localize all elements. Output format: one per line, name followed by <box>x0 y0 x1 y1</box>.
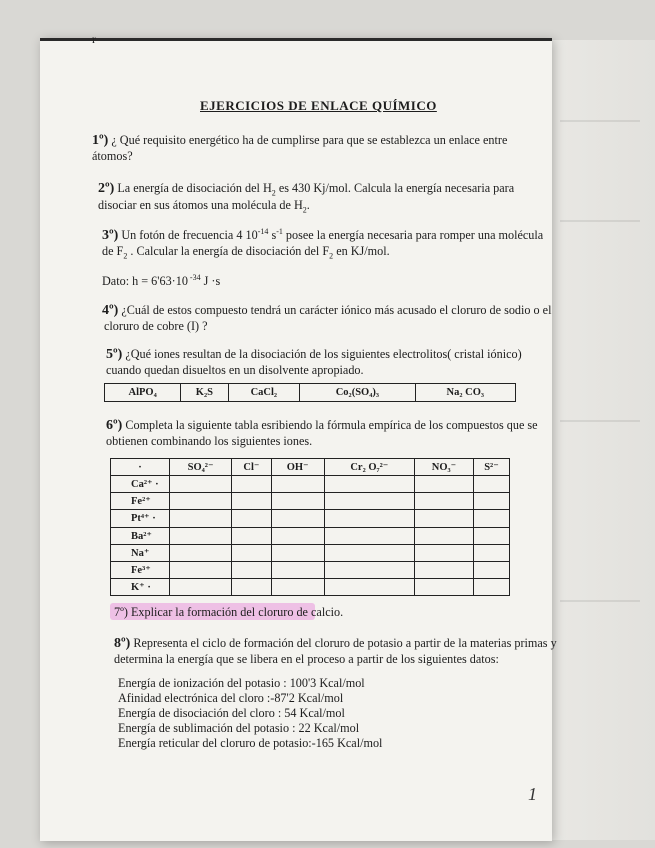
page-number: 1 <box>528 784 537 804</box>
answer-cell[interactable] <box>170 561 232 578</box>
question-8-line2: determina la energía que se libera en el proceso a partir de los siguientes datos: <box>114 652 499 666</box>
electrolyte-cell: AlPO₄ <box>105 384 181 402</box>
anion-header: NO₃⁻ <box>415 459 474 476</box>
answer-cell[interactable] <box>232 476 271 493</box>
table-row <box>111 510 510 527</box>
question-number: 4º) <box>102 303 119 318</box>
anion-header: Cr₂ O₇²⁻ <box>324 459 414 476</box>
answer-cell[interactable] <box>170 476 232 493</box>
table-row <box>111 561 510 578</box>
cation-header: Ca²⁺ · <box>111 476 170 493</box>
question-number: 6º) <box>106 418 123 433</box>
answer-cell[interactable] <box>170 527 232 544</box>
data-item: Energía reticular del cloruro de potasio:-165 Kcal/mol <box>118 736 383 750</box>
answer-cell[interactable] <box>473 493 509 510</box>
table-row <box>111 493 510 510</box>
question-number: 8º) <box>114 636 131 651</box>
data-item: Energía de disociación del cloro : 54 Kcal/mol <box>118 706 345 720</box>
question-5-line2: cuando quedan disueltos en un disolvente apropiado. <box>106 363 364 377</box>
question-number: 1º) <box>92 133 109 148</box>
data-constant: Dato: h = 6'63·10 $^{-34}$ J ·s <box>102 272 221 288</box>
answer-cell[interactable] <box>271 578 324 595</box>
table-row <box>111 476 510 493</box>
answer-cell[interactable] <box>473 578 509 595</box>
answer-cell[interactable] <box>170 544 232 561</box>
answer-cell[interactable] <box>232 561 271 578</box>
answer-cell[interactable] <box>473 476 509 493</box>
cation-header: K⁺ · <box>111 578 170 595</box>
question-text: ¿ Qué requisito energético ha de cumplirse para que se establezca un enlace entre <box>111 133 508 147</box>
table-row <box>111 527 510 544</box>
question-4: 4º) ¿Cuál de estos compuesto tendrá un carácter iónico más acusado el cloruro de sodio o el <box>102 303 552 318</box>
anion-header: OH⁻ <box>271 459 324 476</box>
cation-header: Na⁺ <box>111 544 170 561</box>
anion-header: Cl⁻ <box>232 459 271 476</box>
question-5: 5º) ¿Qué iones resultan de la disociación de los siguientes electrolitos( cristal iónico) <box>106 347 522 362</box>
answer-cell[interactable] <box>324 510 414 527</box>
question-7: 7º) Explicar la formación del cloruro de calcio. <box>114 605 344 619</box>
question-number: 3º) <box>102 228 119 243</box>
data-item: Afinidad electrónica del cloro :-87'2 Kcal/mol <box>118 691 344 705</box>
answer-cell[interactable] <box>415 493 474 510</box>
answer-cell[interactable] <box>415 544 474 561</box>
corner-mark: r <box>92 32 96 46</box>
answer-cell[interactable] <box>170 510 232 527</box>
answer-cell[interactable] <box>473 510 509 527</box>
answer-cell[interactable] <box>324 561 414 578</box>
answer-cell[interactable] <box>232 578 271 595</box>
electrolyte-cell: Na₂ CO₃ <box>415 384 515 402</box>
answer-cell[interactable] <box>324 578 414 595</box>
anion-header: S²⁻ <box>473 459 509 476</box>
question-1 <box>92 133 507 148</box>
data-item: Energía de sublimación del potasio : 22 Kcal/mol <box>118 721 360 735</box>
anion-header: SO₄²⁻ <box>170 459 232 476</box>
answer-cell[interactable] <box>271 476 324 493</box>
answer-cell[interactable] <box>232 493 271 510</box>
question-2: 2º) La energía de disociación del $H_2$ es 430 Kj/mol. Calcula la energía necesaria para <box>98 181 515 198</box>
electrolyte-cell: K₂S <box>181 384 228 402</box>
answer-cell[interactable] <box>271 527 324 544</box>
answer-cell[interactable] <box>324 493 414 510</box>
question-6-line2: obtienen combinando los siguientes iones. <box>106 434 313 448</box>
answer-cell[interactable] <box>415 561 474 578</box>
answer-cell[interactable] <box>232 527 271 544</box>
data-item: Energía de ionización del potasio : 100'3 Kcal/mol <box>118 676 365 690</box>
page-title: EJERCICIOS DE ENLACE QUÍMICO <box>200 98 437 113</box>
electrolyte-cell: Co₂(SO₄)₃ <box>300 384 415 402</box>
question-4-line2: cloruro de cobre (I) ? <box>104 319 208 333</box>
answer-cell[interactable] <box>473 561 509 578</box>
cation-header: Pt⁴⁺ · <box>111 510 170 527</box>
cation-header: Ba²⁺ <box>111 527 170 544</box>
question-2-line2: disociar en sus átomos una molécula de $H_2$. <box>98 198 310 215</box>
table-corner: · <box>111 459 170 476</box>
question-number: 2º) <box>98 181 115 196</box>
question-6: 6º) Completa la siguiente tabla esribiendo la fórmula empírica de los compuestos que se <box>106 418 538 433</box>
answer-cell[interactable] <box>170 493 232 510</box>
electrolyte-cell: CaCl₂ <box>228 384 300 402</box>
answer-cell[interactable] <box>473 527 509 544</box>
question-number: 5º) <box>106 347 123 362</box>
question-3: 3º) Un fotón de frecuencia 4 $10^{-14}$ $s^{-1}$ posee la energía necesaria para romper una molécula <box>102 226 544 243</box>
cation-header: Fe²⁺ <box>111 493 170 510</box>
answer-cell[interactable] <box>415 527 474 544</box>
table-header-row <box>111 459 510 476</box>
answer-cell[interactable] <box>324 544 414 561</box>
cation-header: Fe³⁺ <box>111 561 170 578</box>
question-1-line2: átomos? <box>92 149 133 163</box>
answer-cell[interactable] <box>271 561 324 578</box>
answer-cell[interactable] <box>271 493 324 510</box>
question-3-line2: de $F_2$ . Calcular la energía de disociación del $F_2$ en KJ/mol. <box>102 244 390 261</box>
answer-cell[interactable] <box>415 578 474 595</box>
answer-cell[interactable] <box>170 578 232 595</box>
answer-cell[interactable] <box>232 510 271 527</box>
answer-cell[interactable] <box>232 544 271 561</box>
answer-cell[interactable] <box>271 544 324 561</box>
electrolytes-table <box>104 383 516 402</box>
answer-cell[interactable] <box>473 544 509 561</box>
ion-combination-table <box>110 458 510 596</box>
question-8: 8º) Representa el ciclo de formación del cloruro de potasio a partir de la materias primas y <box>114 636 557 651</box>
answer-cell[interactable] <box>415 510 474 527</box>
answer-cell[interactable] <box>324 476 414 493</box>
answer-cell[interactable] <box>271 510 324 527</box>
table-row <box>111 578 510 595</box>
table-row <box>111 544 510 561</box>
answer-cell[interactable] <box>324 527 414 544</box>
answer-cell[interactable] <box>415 476 474 493</box>
